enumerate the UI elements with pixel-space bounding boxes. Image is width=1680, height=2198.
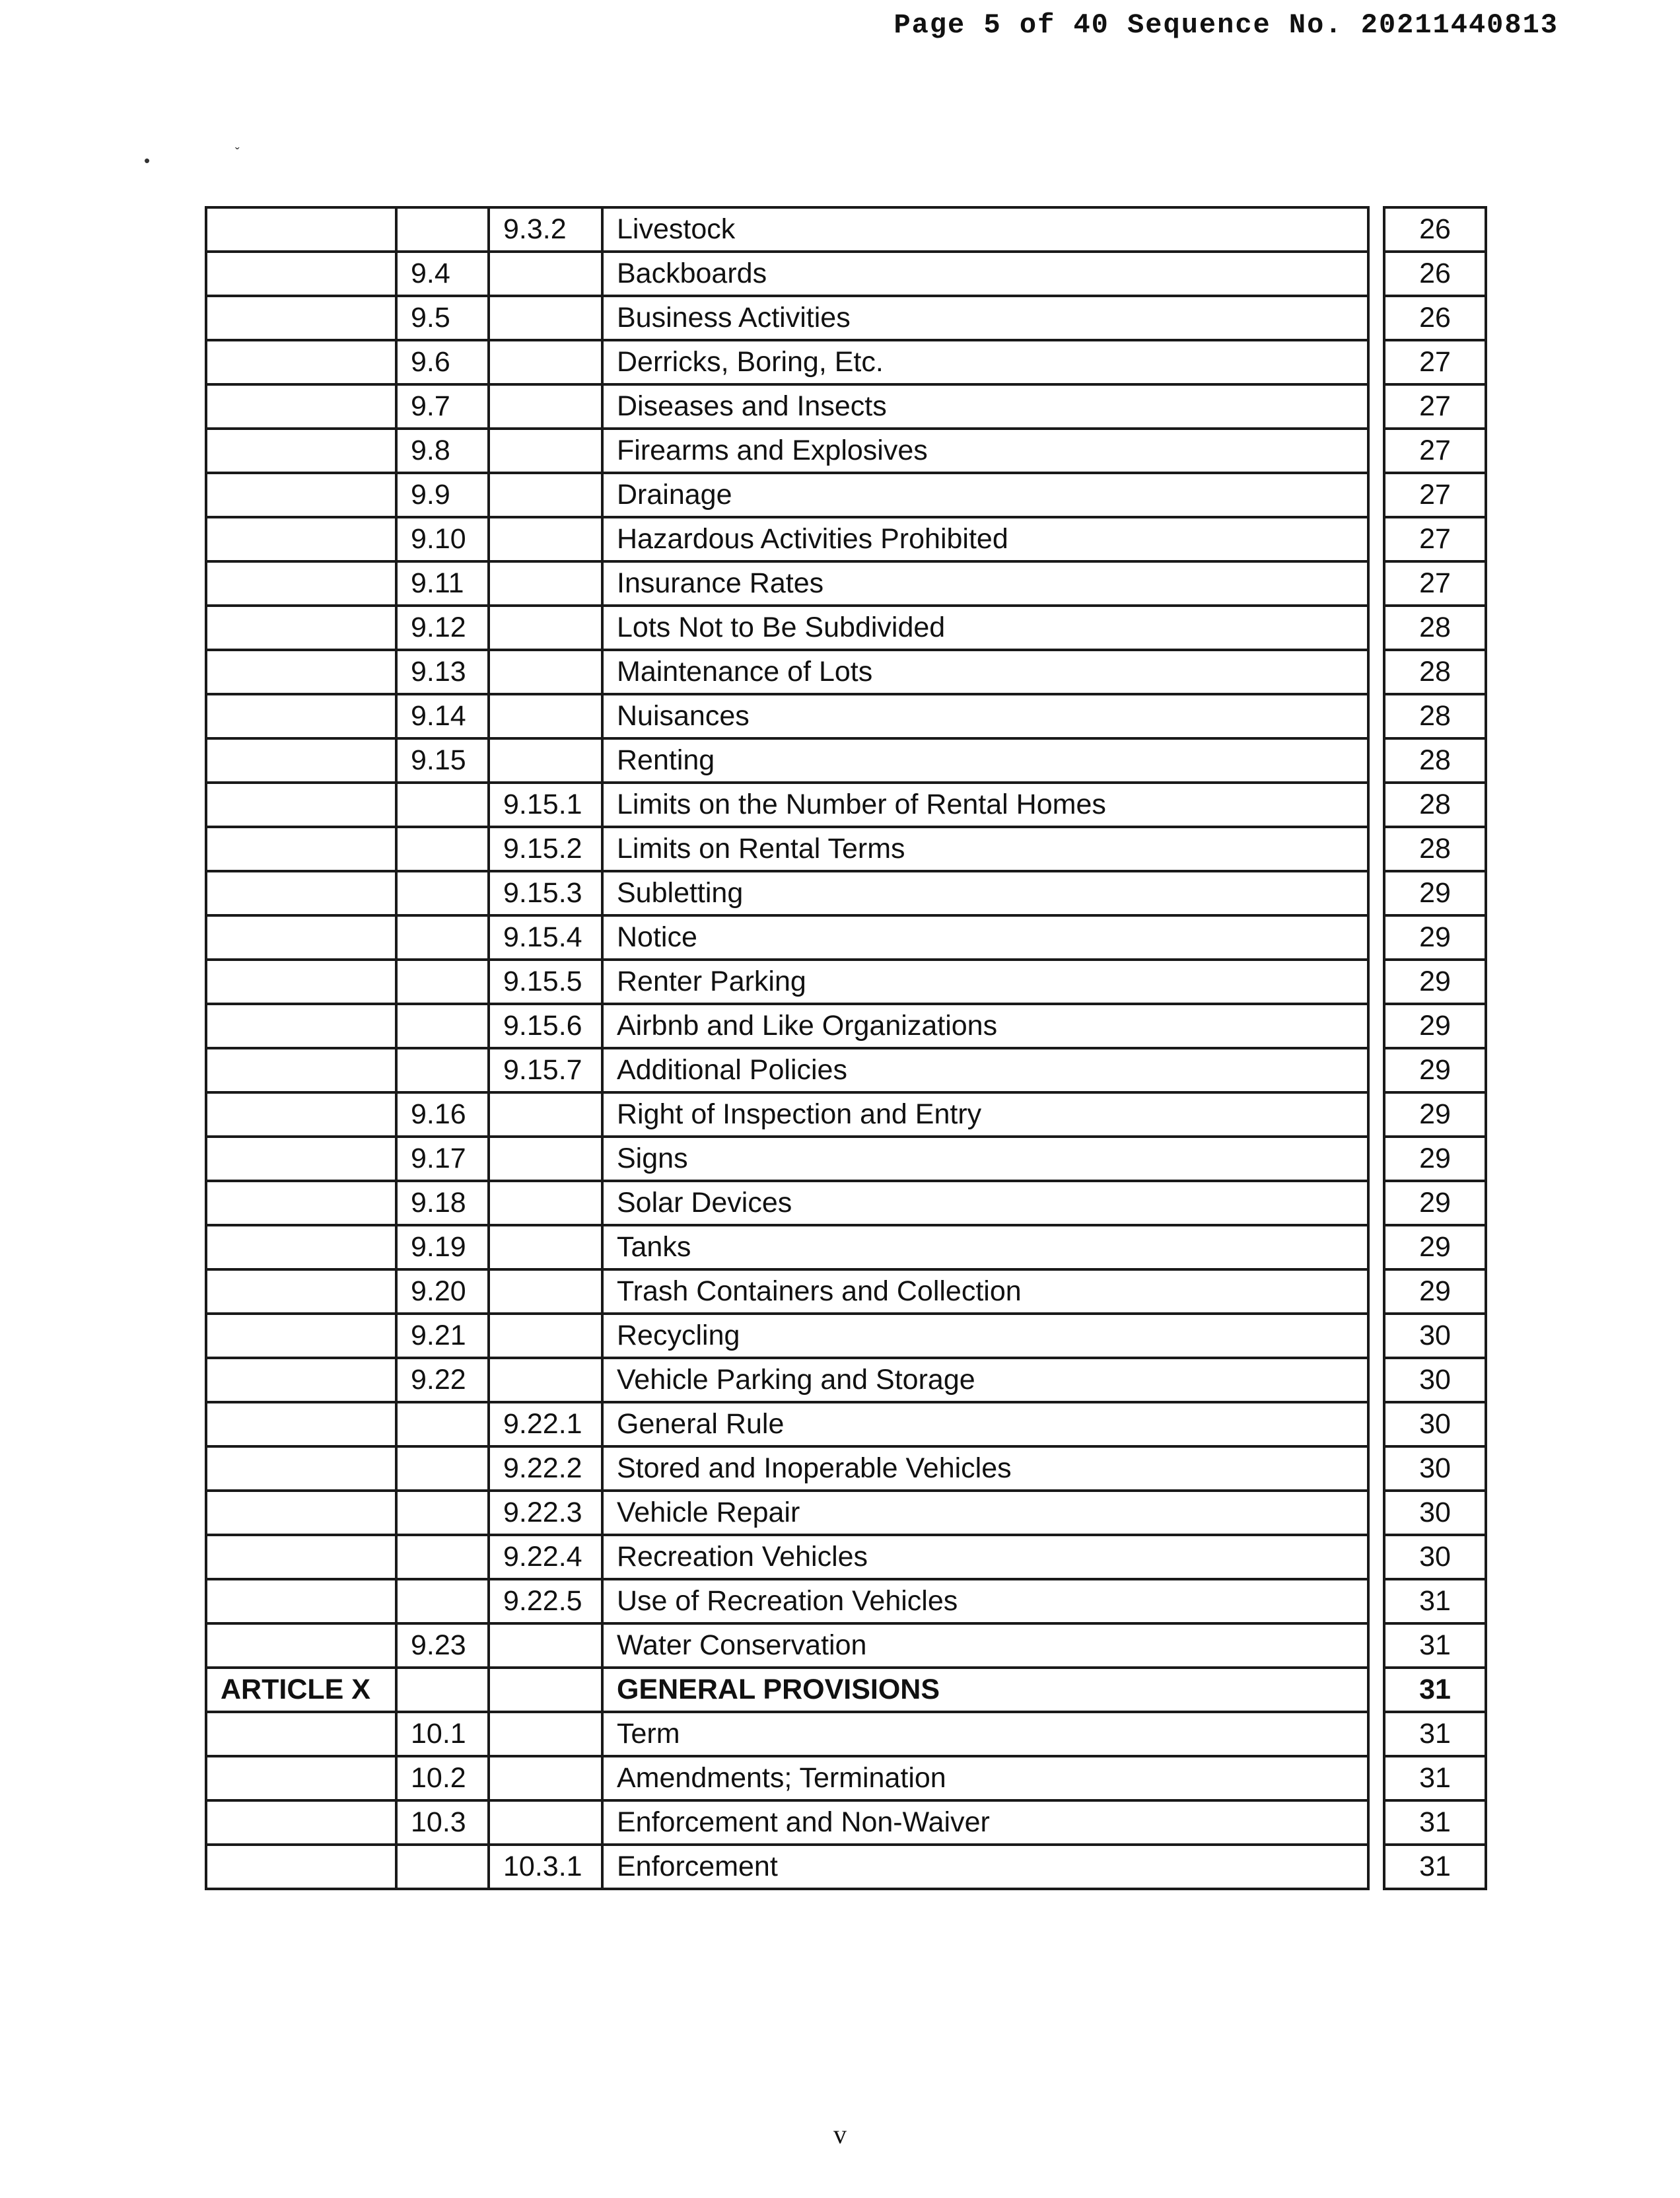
toc-article-cell [206,296,396,340]
toc-gap-cell [1368,1181,1384,1225]
toc-article-cell [206,1845,396,1889]
toc-page-cell: 29 [1384,871,1486,915]
toc-title-cell: Vehicle Parking and Storage [602,1358,1368,1402]
toc-gap-cell [1368,1092,1384,1137]
toc-title-cell: Nuisances [602,694,1368,738]
toc-subsection-cell [489,1668,602,1712]
toc-page-cell: 30 [1384,1446,1486,1491]
toc-section-cell [396,1491,489,1535]
toc-article-cell [206,561,396,606]
toc-section-cell: 9.18 [396,1181,489,1225]
toc-subsection-cell [489,1137,602,1181]
toc-page-cell: 29 [1384,1092,1486,1137]
toc-article-cell [206,1269,396,1314]
toc-title-cell: Stored and Inoperable Vehicles [602,1446,1368,1491]
toc-subsection-cell: 9.15.6 [489,1004,602,1048]
toc-row [206,960,1486,1004]
toc-page-cell: 31 [1384,1579,1486,1623]
toc-row [206,1314,1486,1358]
table-of-contents [205,206,1487,1890]
page-number-footer: v [833,2119,847,2149]
toc-gap-cell [1368,429,1384,473]
toc-gap-cell [1368,1623,1384,1668]
toc-article-cell [206,1579,396,1623]
toc-row [206,252,1486,296]
toc-article-cell [206,606,396,650]
toc-page-cell: 30 [1384,1314,1486,1358]
toc-gap-cell [1368,517,1384,561]
toc-row [206,871,1486,915]
toc-section-cell: 9.15 [396,738,489,783]
toc-section-cell: 9.10 [396,517,489,561]
toc-row [206,1579,1486,1623]
toc-subsection-cell [489,1358,602,1402]
toc-subsection-cell [489,1314,602,1358]
toc-page-cell: 27 [1384,429,1486,473]
toc-section-cell: 9.7 [396,384,489,429]
toc-gap-cell [1368,915,1384,960]
toc-section-cell: 9.5 [396,296,489,340]
toc-article-cell [206,960,396,1004]
toc-page-cell: 29 [1384,1048,1486,1092]
toc-article-cell [206,871,396,915]
scan-speck-mark: • [144,151,151,170]
toc-article-cell [206,1092,396,1137]
toc-row [206,1358,1486,1402]
toc-gap-cell [1368,1712,1384,1756]
toc-row [206,561,1486,606]
toc-title-cell: Limits on Rental Terms [602,827,1368,871]
toc-title-cell: Lots Not to Be Subdivided [602,606,1368,650]
toc-section-cell: 10.2 [396,1756,489,1800]
toc-page-cell: 26 [1384,252,1486,296]
toc-subsection-cell: 9.15.4 [489,915,602,960]
toc-subsection-cell: 9.15.2 [489,827,602,871]
toc-title-cell: Solar Devices [602,1181,1368,1225]
toc-gap-cell [1368,1491,1384,1535]
toc-section-cell: 9.13 [396,650,489,694]
toc-section-cell: 9.6 [396,340,489,384]
toc-subsection-cell [489,561,602,606]
toc-row [206,1269,1486,1314]
toc-subsection-cell: 9.22.3 [489,1491,602,1535]
toc-subsection-cell [489,1269,602,1314]
toc-title-cell: Airbnb and Like Organizations [602,1004,1368,1048]
toc-gap-cell [1368,561,1384,606]
toc-section-cell [396,960,489,1004]
toc-row [206,1092,1486,1137]
toc-title-cell: Additional Policies [602,1048,1368,1092]
toc-subsection-cell [489,694,602,738]
toc-gap-cell [1368,252,1384,296]
toc-section-cell [396,1668,489,1712]
toc-article-cell [206,694,396,738]
toc-row [206,473,1486,517]
toc-gap-cell [1368,783,1384,827]
toc-page-cell: 29 [1384,960,1486,1004]
toc-section-cell: 9.9 [396,473,489,517]
toc-gap-cell [1368,1402,1384,1446]
toc-article-cell [206,738,396,783]
toc-article-cell [206,1402,396,1446]
toc-title-cell: Recycling [602,1314,1368,1358]
toc-section-cell [396,871,489,915]
toc-gap-cell [1368,738,1384,783]
toc-subsection-cell [489,384,602,429]
toc-section-cell [396,1535,489,1579]
toc-gap-cell [1368,384,1384,429]
toc-subsection-cell [489,1756,602,1800]
toc-page-cell: 28 [1384,650,1486,694]
toc-section-cell [396,827,489,871]
toc-section-cell [396,1446,489,1491]
toc-title-cell: Firearms and Explosives [602,429,1368,473]
toc-section-cell: 9.20 [396,1269,489,1314]
toc-gap-cell [1368,473,1384,517]
toc-subsection-cell [489,650,602,694]
toc-gap-cell [1368,1756,1384,1800]
toc-row [206,1535,1486,1579]
toc-section-cell [396,783,489,827]
toc-page-cell: 28 [1384,606,1486,650]
toc-title-cell: Right of Inspection and Entry [602,1092,1368,1137]
toc-article-cell [206,1137,396,1181]
toc-row [206,1181,1486,1225]
toc-row [206,1491,1486,1535]
toc-page-cell: 30 [1384,1535,1486,1579]
toc-article-cell: ARTICLE X [206,1668,396,1712]
toc-row [206,783,1486,827]
toc-gap-cell [1368,694,1384,738]
toc-subsection-cell: 9.22.1 [489,1402,602,1446]
toc-page-cell: 31 [1384,1845,1486,1889]
toc-gap-cell [1368,1225,1384,1269]
toc-section-cell [396,1402,489,1446]
toc-title-cell: Use of Recreation Vehicles [602,1579,1368,1623]
toc-article-cell [206,1800,396,1845]
toc-page-cell: 29 [1384,915,1486,960]
toc-page-cell: 31 [1384,1712,1486,1756]
toc-row [206,915,1486,960]
toc-page-cell: 26 [1384,207,1486,252]
toc-title-cell: Limits on the Number of Rental Homes [602,783,1368,827]
toc-section-cell [396,1845,489,1889]
toc-subsection-cell [489,1712,602,1756]
toc-row [206,1668,1486,1712]
toc-page-cell: 30 [1384,1358,1486,1402]
toc-page-cell: 29 [1384,1181,1486,1225]
toc-subsection-cell: 9.15.3 [489,871,602,915]
toc-row [206,296,1486,340]
toc-title-cell: Business Activities [602,296,1368,340]
toc-row [206,1845,1486,1889]
toc-title-cell: Trash Containers and Collection [602,1269,1368,1314]
toc-title-cell: Term [602,1712,1368,1756]
toc-page-cell: 28 [1384,694,1486,738]
toc-section-cell [396,1048,489,1092]
toc-gap-cell [1368,296,1384,340]
toc-row [206,606,1486,650]
toc-subsection-cell [489,340,602,384]
toc-title-cell: Notice [602,915,1368,960]
toc-article-cell [206,1004,396,1048]
toc-page-cell: 31 [1384,1623,1486,1668]
toc-title-cell: Vehicle Repair [602,1491,1368,1535]
toc-title-cell: Maintenance of Lots [602,650,1368,694]
toc-section-cell: 9.23 [396,1623,489,1668]
toc-article-cell [206,1446,396,1491]
toc-gap-cell [1368,1004,1384,1048]
toc-article-cell [206,1491,396,1535]
toc-subsection-cell: 9.22.5 [489,1579,602,1623]
toc-page-cell: 27 [1384,517,1486,561]
toc-article-cell [206,1225,396,1269]
toc-gap-cell [1368,1535,1384,1579]
toc-section-cell [396,1579,489,1623]
toc-row [206,1225,1486,1269]
toc-article-cell [206,517,396,561]
toc-gap-cell [1368,650,1384,694]
toc-gap-cell [1368,1845,1384,1889]
toc-page-cell: 28 [1384,738,1486,783]
toc-title-cell: Hazardous Activities Prohibited [602,517,1368,561]
toc-title-cell: Backboards [602,252,1368,296]
toc-row [206,517,1486,561]
toc-section-cell: 9.4 [396,252,489,296]
toc-subsection-cell: 9.15.7 [489,1048,602,1092]
toc-subsection-cell [489,1181,602,1225]
toc-section-cell: 9.14 [396,694,489,738]
toc-title-cell: Water Conservation [602,1623,1368,1668]
toc-title-cell: Enforcement and Non-Waiver [602,1800,1368,1845]
toc-subsection-cell [489,1623,602,1668]
toc-subsection-cell [489,429,602,473]
toc-page-cell: 27 [1384,561,1486,606]
toc-subsection-cell: 9.3.2 [489,207,602,252]
toc-page-cell: 27 [1384,340,1486,384]
toc-gap-cell [1368,1314,1384,1358]
toc-title-cell: Signs [602,1137,1368,1181]
toc-article-cell [206,1358,396,1402]
toc-section-cell: 9.19 [396,1225,489,1269]
toc-title-cell: Diseases and Insects [602,384,1368,429]
toc-subsection-cell: 10.3.1 [489,1845,602,1889]
toc-subsection-cell [489,296,602,340]
toc-row [206,1446,1486,1491]
toc-gap-cell [1368,960,1384,1004]
toc-page-cell: 28 [1384,783,1486,827]
toc-page-cell: 31 [1384,1800,1486,1845]
toc-body [206,207,1486,1889]
toc-title-cell: General Rule [602,1402,1368,1446]
page-header: Page 5 of 40 Sequence No. 20211440813 [893,9,1558,41]
toc-article-cell [206,1756,396,1800]
toc-gap-cell [1368,1668,1384,1712]
toc-title-cell: GENERAL PROVISIONS [602,1668,1368,1712]
toc-article-cell [206,783,396,827]
toc-page-cell: 29 [1384,1269,1486,1314]
toc-title-cell: Enforcement [602,1845,1368,1889]
toc-article-cell [206,340,396,384]
toc-page-cell: 26 [1384,296,1486,340]
toc-gap-cell [1368,871,1384,915]
toc-title-cell: Renting [602,738,1368,783]
toc-section-cell: 10.1 [396,1712,489,1756]
toc-page-cell: 29 [1384,1137,1486,1181]
toc-row [206,1048,1486,1092]
toc-subsection-cell [489,738,602,783]
toc-title-cell: Insurance Rates [602,561,1368,606]
toc-section-cell: 9.22 [396,1358,489,1402]
toc-subsection-cell [489,606,602,650]
toc-row [206,384,1486,429]
toc-article-cell [206,429,396,473]
toc-row [206,1004,1486,1048]
toc-section-cell [396,1004,489,1048]
toc-section-cell [396,915,489,960]
toc-page-cell: 31 [1384,1756,1486,1800]
toc-row [206,1712,1486,1756]
toc-row [206,1623,1486,1668]
toc-gap-cell [1368,340,1384,384]
toc-subsection-cell: 9.22.2 [489,1446,602,1491]
toc-row [206,650,1486,694]
toc-row [206,1402,1486,1446]
toc-title-cell: Livestock [602,207,1368,252]
toc-title-cell: Tanks [602,1225,1368,1269]
toc-subsection-cell: 9.15.1 [489,783,602,827]
toc-article-cell [206,1048,396,1092]
toc-page-cell: 27 [1384,473,1486,517]
toc-row [206,207,1486,252]
toc-article-cell [206,207,396,252]
toc-subsection-cell [489,473,602,517]
toc-section-cell: 9.11 [396,561,489,606]
toc-row [206,340,1486,384]
toc-row [206,738,1486,783]
toc-article-cell [206,473,396,517]
toc-section-cell: 9.17 [396,1137,489,1181]
toc-section-cell: 9.21 [396,1314,489,1358]
toc-page-cell: 27 [1384,384,1486,429]
toc-gap-cell [1368,1269,1384,1314]
toc-gap-cell [1368,1048,1384,1092]
toc-article-cell [206,1181,396,1225]
toc-subsection-cell: 9.22.4 [489,1535,602,1579]
toc-article-cell [206,650,396,694]
toc-subsection-cell [489,1225,602,1269]
toc-article-cell [206,1535,396,1579]
toc-section-cell: 10.3 [396,1800,489,1845]
toc-gap-cell [1368,827,1384,871]
toc-title-cell: Amendments; Termination [602,1756,1368,1800]
toc-page-cell: 29 [1384,1225,1486,1269]
toc-page-cell: 30 [1384,1402,1486,1446]
toc-article-cell [206,252,396,296]
toc-subsection-cell: 9.15.5 [489,960,602,1004]
toc-gap-cell [1368,606,1384,650]
toc-article-cell [206,827,396,871]
toc-article-cell [206,1712,396,1756]
toc-section-cell: 9.12 [396,606,489,650]
toc-title-cell: Drainage [602,473,1368,517]
toc-gap-cell [1368,1800,1384,1845]
toc-article-cell [206,384,396,429]
toc-gap-cell [1368,207,1384,252]
toc-row [206,1756,1486,1800]
toc-section-cell: 9.16 [396,1092,489,1137]
toc-page-cell: 29 [1384,1004,1486,1048]
toc-article-cell [206,1314,396,1358]
toc-page-cell: 30 [1384,1491,1486,1535]
toc-subsection-cell [489,252,602,296]
toc-article-cell [206,1623,396,1668]
toc-row [206,694,1486,738]
toc-gap-cell [1368,1358,1384,1402]
scan-speck-mark: ˇ [235,146,240,160]
toc-title-cell: Renter Parking [602,960,1368,1004]
toc-title-cell: Subletting [602,871,1368,915]
toc-article-cell [206,915,396,960]
toc-page-cell: 28 [1384,827,1486,871]
toc-row [206,429,1486,473]
toc-gap-cell [1368,1579,1384,1623]
toc-row [206,1137,1486,1181]
toc-title-cell: Recreation Vehicles [602,1535,1368,1579]
toc-row [206,827,1486,871]
toc-subsection-cell [489,517,602,561]
toc-row [206,1800,1486,1845]
toc-gap-cell [1368,1446,1384,1491]
toc-title-cell: Derricks, Boring, Etc. [602,340,1368,384]
toc-section-cell [396,207,489,252]
toc-gap-cell [1368,1137,1384,1181]
toc-page-cell: 31 [1384,1668,1486,1712]
toc-subsection-cell [489,1092,602,1137]
toc-subsection-cell [489,1800,602,1845]
toc-section-cell: 9.8 [396,429,489,473]
